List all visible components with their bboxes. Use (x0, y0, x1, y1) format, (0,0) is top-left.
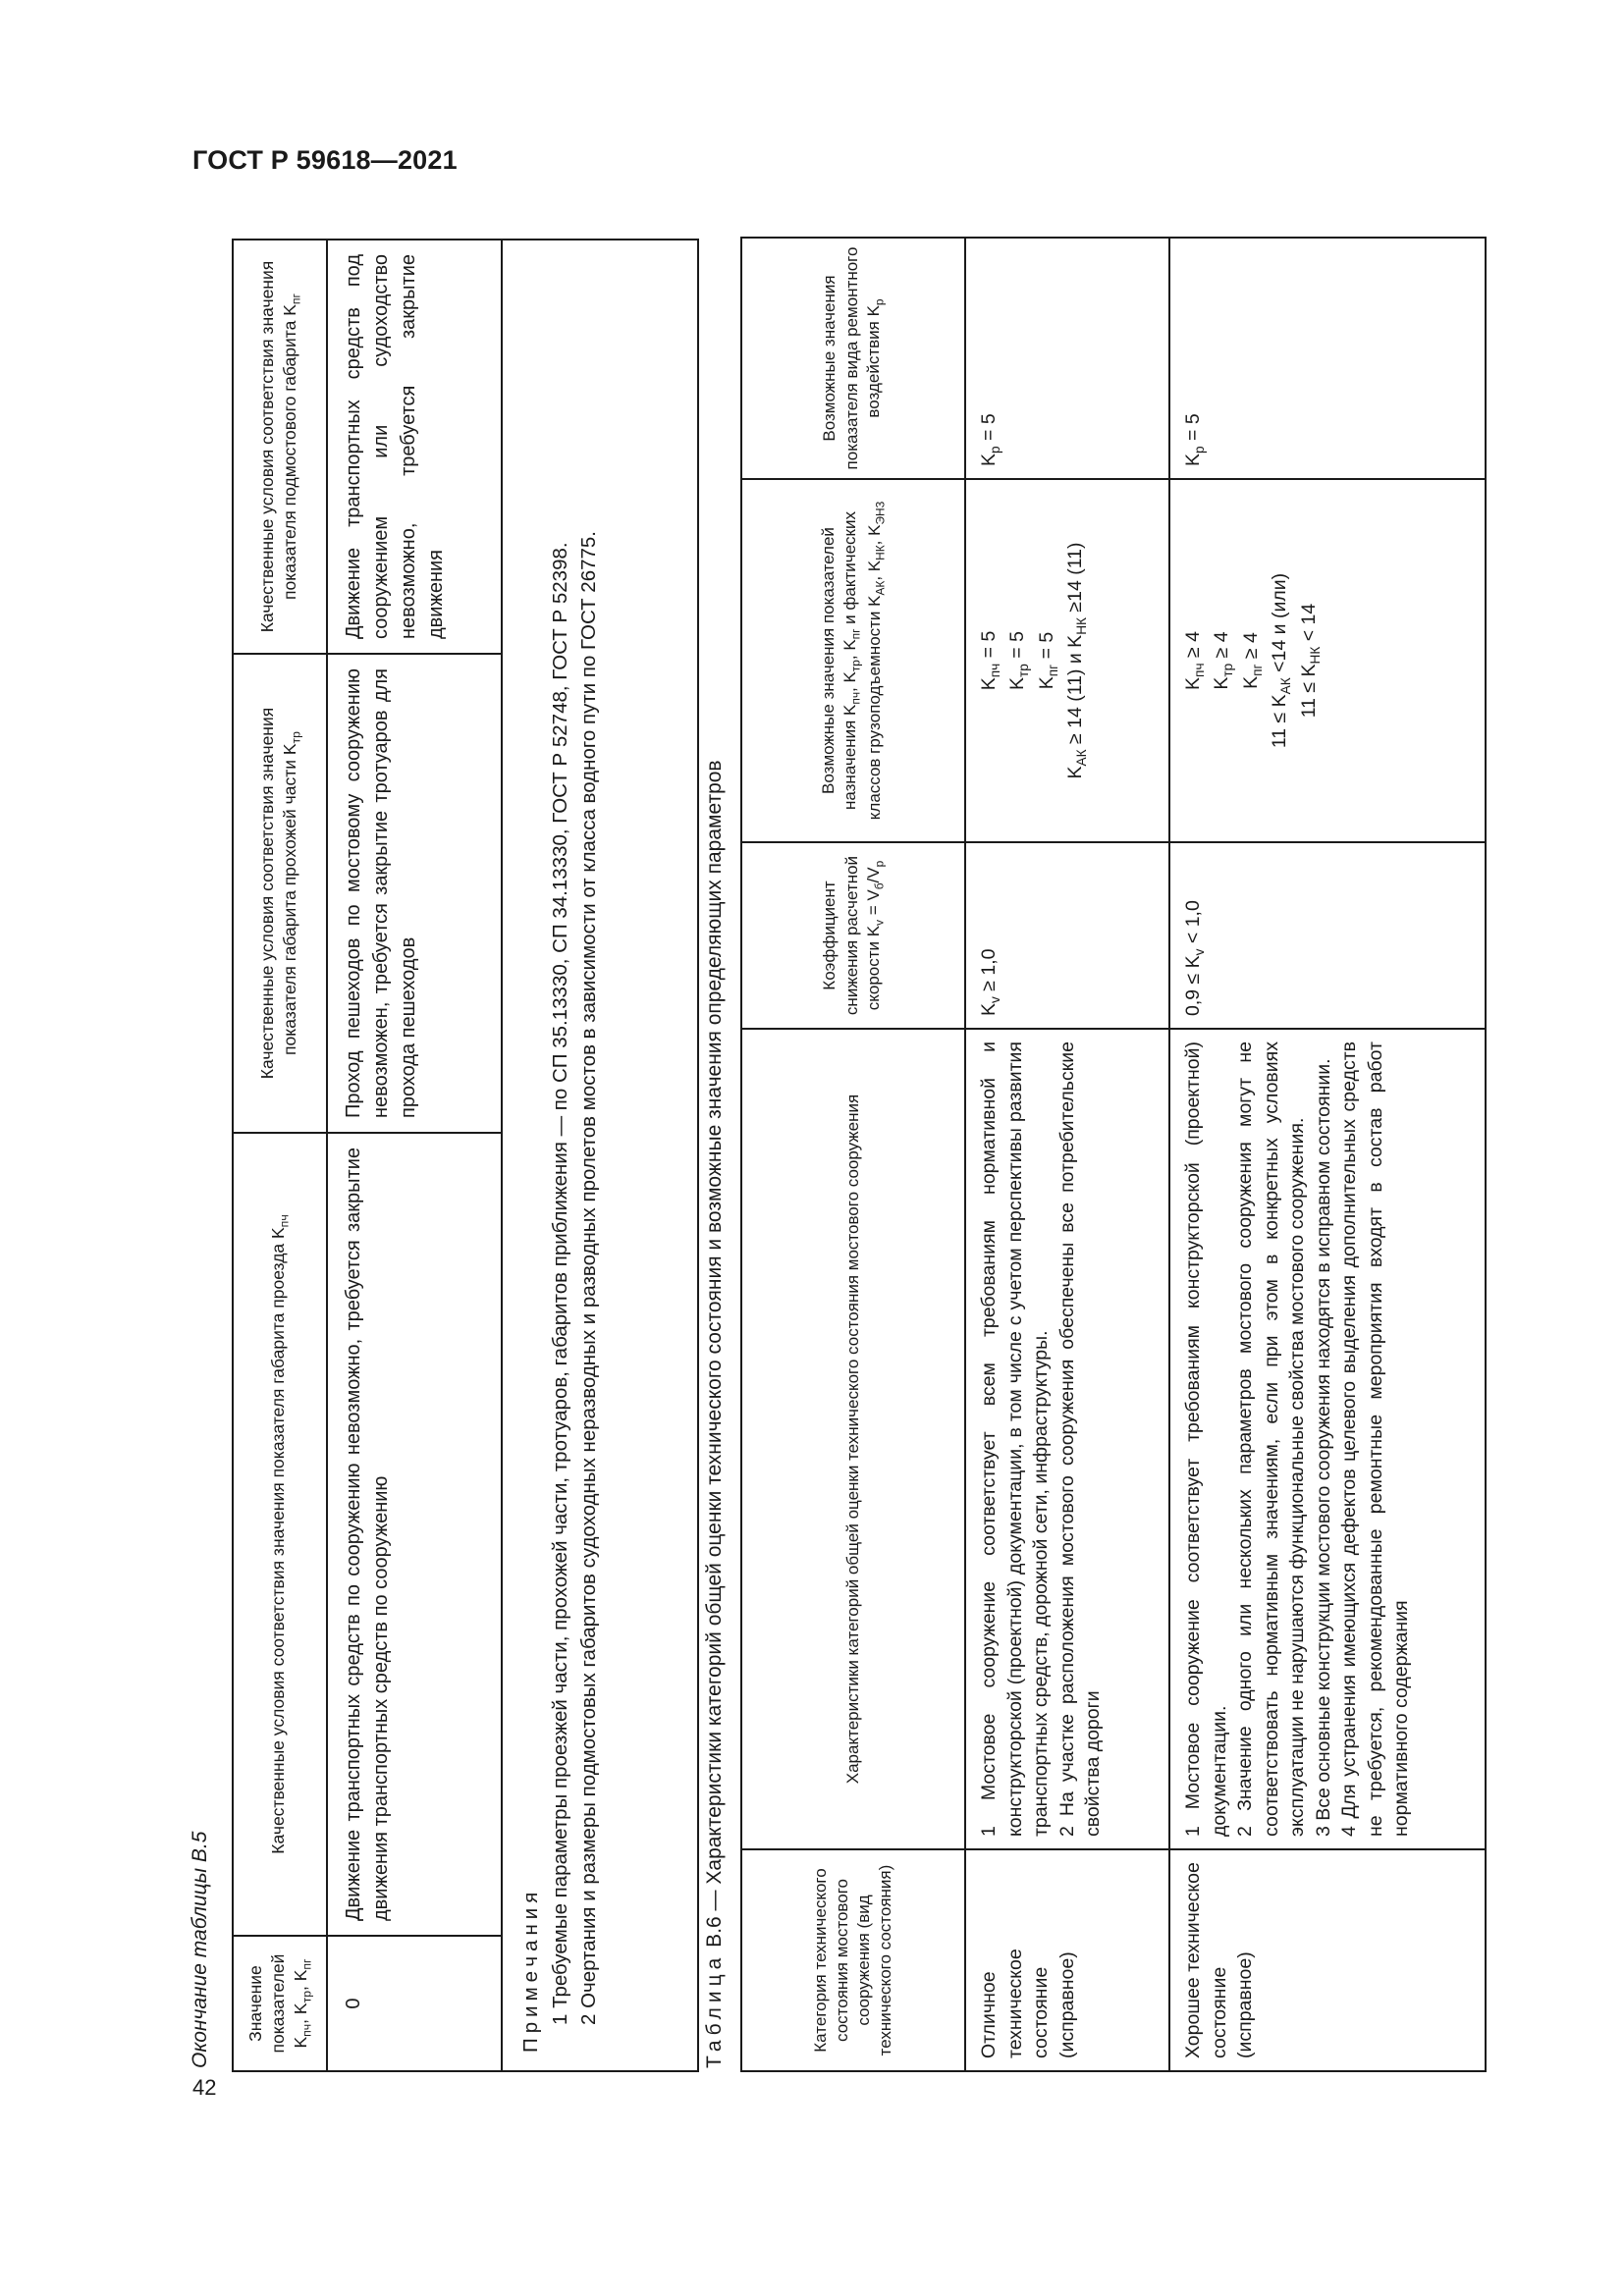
column-header-value: Значение показателей $K_{пч}$, $K_{тр}$, $K_{пг}$ (233, 1936, 327, 2071)
column-header-indicators: Возможные значения показателей назначения $K_{пч}$, $K_{тр}$, $K_{пг}$ и фактических классов грузоподъемности $K_{АК}$, $K_{НК}$, $K_{ЭН3}$ (741, 479, 965, 842)
cell-kpg: Движение транспортных средств под сооружением или судоходство невозможно, требуется закрытие движения (327, 240, 502, 654)
column-header-kpch: Качественные условия соответствия значения показателя габарита проезда $K_{пч}$ (233, 1133, 327, 1936)
table-row (1169, 238, 1486, 2071)
table-row (965, 238, 1169, 2071)
column-header-kpg: Качественные условия соответствия значения показателя подмостового габарита $K_{пг}$ (233, 240, 327, 654)
cell-characteristics (965, 1029, 1169, 1849)
indicator-line: $K_{пг} \ge 4$ (1239, 632, 1265, 689)
cell-kr: $K_р = 5$ (965, 238, 1169, 479)
table-b5 (232, 239, 699, 2072)
indicator-line: $K_{тр} \ge 4$ (1211, 631, 1236, 690)
document-header: ГОСТ Р 59618—2021 (192, 145, 458, 175)
cell-category: Отличное техническое состояние (исправное) (965, 1849, 1169, 2071)
table-row (327, 240, 502, 2071)
characteristic-item: 2 Значение одного или нескольких параметров мостового сооружения могут не соответствовать нормативным значениям, если при этом в конкретных условиях эксплуатации не нарушаются функциональные свойства мостового сооружения. (1234, 1041, 1309, 1837)
notes-cell (502, 240, 698, 2071)
cell-value: 0 (327, 1936, 502, 2071)
indicator-line: $K_{пч} = 5$ (978, 630, 1002, 691)
column-header-kv: Коэффициент снижения расчетной скорости $K_v = V_б/V_р$ (741, 842, 965, 1029)
table-b5-header-row (233, 240, 327, 2071)
table-b6-title (703, 760, 727, 2068)
table-b6-title-prefix: Таблица (703, 1952, 726, 2068)
characteristic-item: 1 Мостовое сооружение соответствует всем требованиям нормативной и конструкторской (проектной) документации, в том числе с учетом перспективы развития транспортных средств, дорожной сети, инфраструктуры. (978, 1041, 1053, 1837)
cell-characteristics (1169, 1029, 1486, 1849)
column-header-kr: Возможные значения показателя вида ремонтного воздействия $K_р$ (741, 238, 965, 479)
cell-indicators (1169, 479, 1486, 842)
characteristic-item: 1 Мостовое сооружение соответствует требованиям конструкторской (проектной) документации. (1182, 1041, 1230, 1837)
table-b6-title-text: В.6 — Характеристики категорий общей оценки технического состояния и возможные значения определяющих параметров (703, 760, 726, 1948)
characteristic-item: 4 Для устранения имеющихся дефектов целевого выделения дополнительных средств не требуется, рекомендованные ремонтные мероприятия входят в состав работ нормативного содержания (1338, 1041, 1413, 1837)
indicator-line: $K_{пч} \ge 4$ (1182, 631, 1207, 690)
cell-ktr: Проход пешеходов по мостовому сооружению невозможен, требуется закрытие тротуаров для прохода пешеходов (327, 654, 502, 1133)
indicator-line: $K_{АК} \ge 14$ (11) и $K_{НК} \ge 14$ (11) (1064, 542, 1090, 779)
page-number: 42 (192, 2075, 217, 2100)
cell-kv: $0,9 \le K_v < 1,0$ (1169, 842, 1486, 1029)
indicator-line: $11 \le K_{АК} <14$ и (или) (1269, 572, 1294, 749)
indicator-line: $K_{тр} = 5$ (1006, 631, 1032, 690)
cell-kv: $K_v \ge 1,0$ (965, 842, 1169, 1029)
column-header-characteristics: Характеристики категорий общей оценки технического состояния мостового сооружения (741, 1029, 965, 1849)
rotated-landscape-content (189, 231, 1504, 2076)
cell-kr: $K_р = 5$ (1169, 238, 1486, 479)
characteristic-item: 2 На участке расположения мостового сооружения обеспечены все потребительские свойства дороги (1056, 1041, 1105, 1837)
column-header-category: Категория технического состояния мостового сооружения (вид технического состояния) (741, 1849, 965, 2071)
table-b6-header-row (741, 238, 965, 2071)
note-2: 2 Очертания и размеры подмостовых габаритов судоходных неразводных и разводных пролетов мостов в зависимости от класса водного пути по ГОСТ 26775. (577, 531, 601, 2025)
characteristic-item: 3 Все основные конструкции мостового сооружения находятся в исправном состоянии. (1312, 1058, 1334, 1837)
cell-indicators (965, 479, 1169, 842)
table-b5-continuation-title: Окончание таблицы В.5 (189, 1831, 211, 2068)
notes-title: Примечания (519, 1887, 542, 2053)
cell-category: Хорошее техническое состояние (исправное) (1169, 1849, 1486, 2071)
indicator-line: $K_{пг} = 5$ (1035, 631, 1060, 690)
indicator-line: $11 \le K_{НК} < 14$ (1297, 603, 1323, 719)
column-header-ktr: Качественные условия соответствия значения показателя габарита прохожей части $K_{тр}$ (233, 654, 327, 1133)
note-1: 1 Требуемые параметры проезжей части, прохожей части, тротуаров, габаритов приближения — по СП 35.13330, СП 34.13330, ГОСТ Р 52748, ГОСТ Р 52398. (548, 542, 571, 2025)
cell-kpch: Движение транспортных средств по сооружению невозможно, требуется закрытие движения транспортных средств по сооружению (327, 1133, 502, 1936)
table-b6 (740, 237, 1487, 2072)
table-b5-notes-row (502, 240, 698, 2071)
